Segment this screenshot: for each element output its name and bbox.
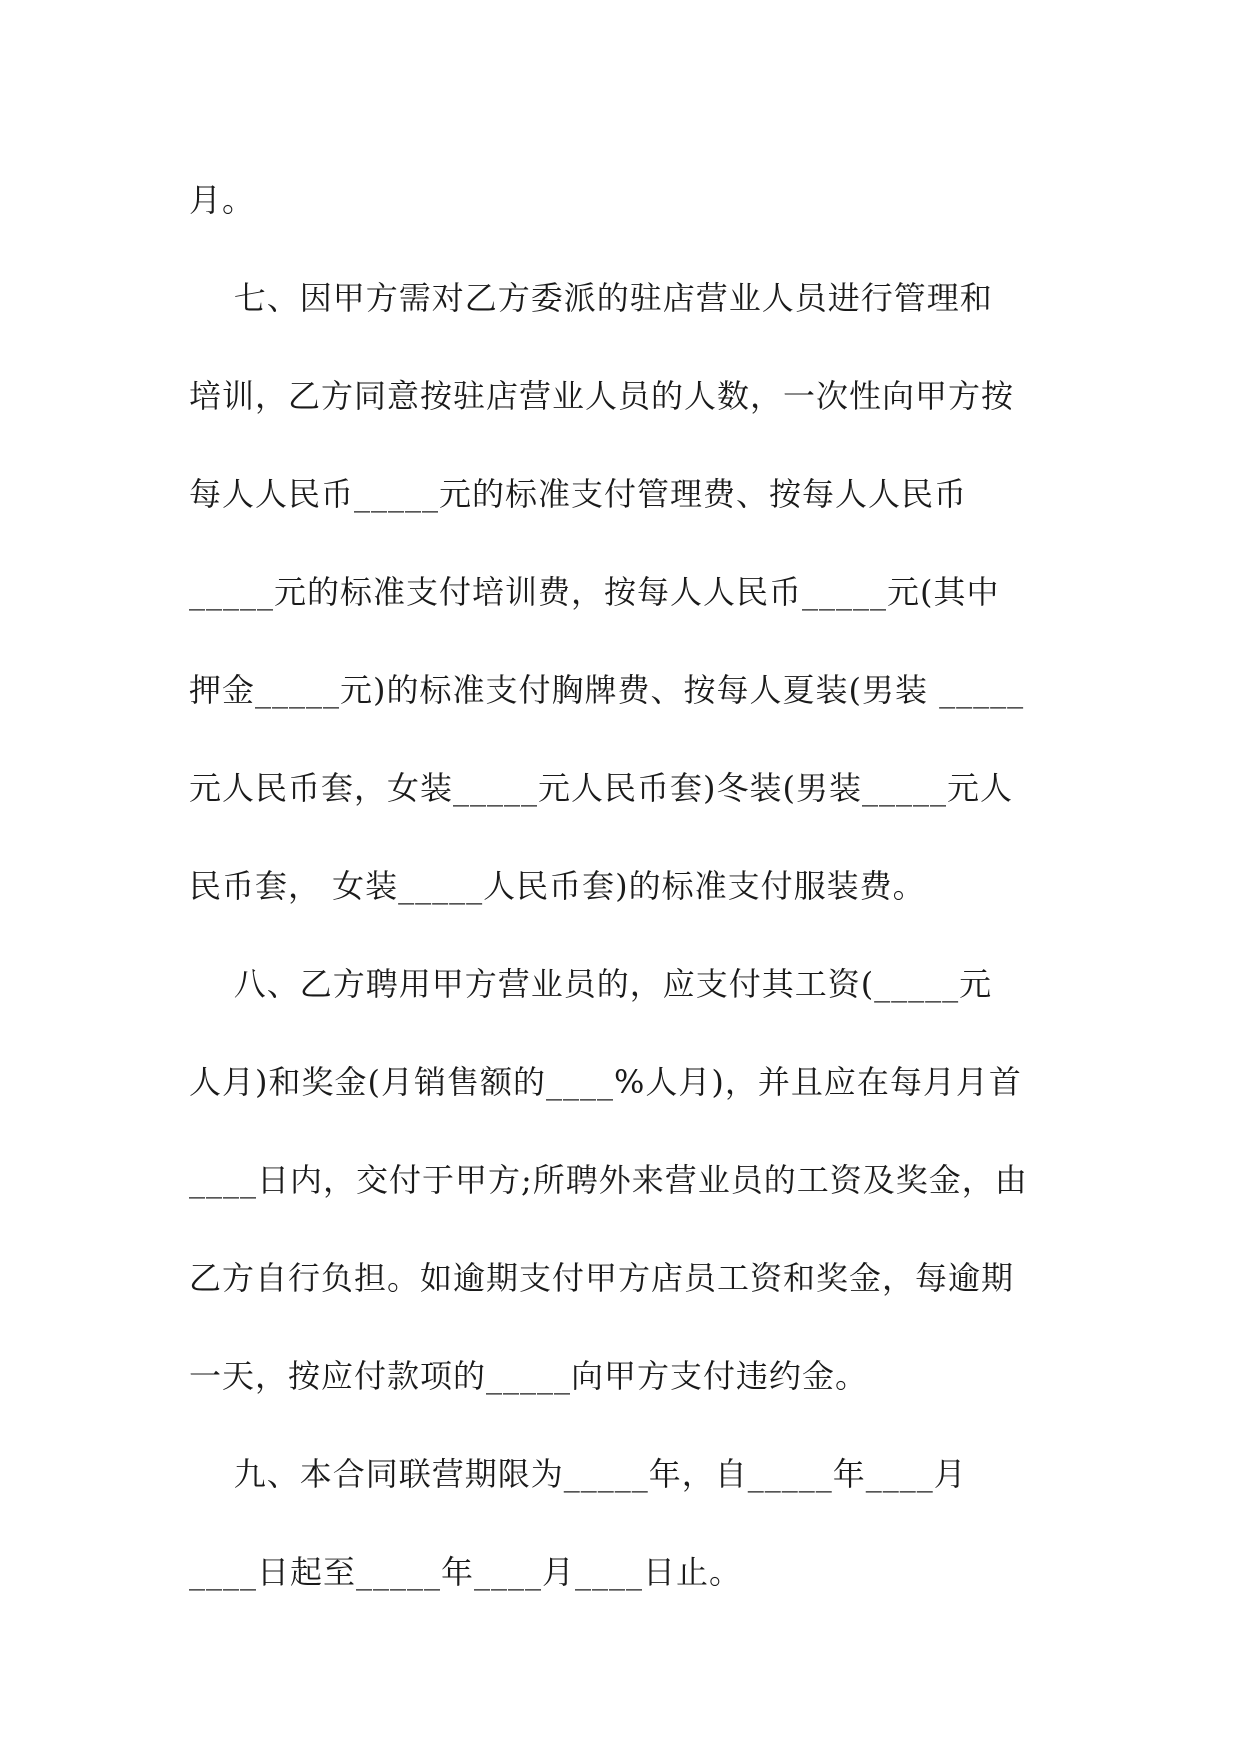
text-line: 一天，按应付款项的_____向甲方支付违约金。: [189, 1357, 869, 1395]
text-line: _____元的标准支付培训费，按每人人民币_____元(其中: [189, 573, 1000, 611]
text-line: ____日起至_____年____月____日止。: [189, 1553, 743, 1591]
text-line: 押金_____元)的标准支付胸牌费、按每人夏装(男装 _____: [189, 671, 1025, 709]
text-line: 每人人民币_____元的标准支付管理费、按每人人民币: [189, 475, 968, 513]
text-line: 培训，乙方同意按驻店营业人员的人数，一次性向甲方按: [189, 377, 1015, 415]
text-line: 九、本合同联营期限为_____年，自_____年____月: [189, 1455, 967, 1493]
text-line: 乙方自行负担。如逾期支付甲方店员工资和奖金，每逾期: [189, 1259, 1015, 1297]
text-line: 八、乙方聘用甲方营业员的，应支付其工资(_____元: [189, 965, 993, 1003]
text-line: 月。: [189, 181, 256, 219]
text-line: 民币套， 女装_____人民币套)的标准支付服装费。: [189, 867, 926, 905]
text-line: 元人民币套，女装_____元人民币套)冬装(男装_____元人: [189, 769, 1013, 807]
text-line: 人月)和奖金(月销售额的____%人月)，并且应在每月月首: [189, 1063, 1022, 1101]
text-line: 七、因甲方需对乙方委派的驻店营业人员进行管理和: [189, 279, 993, 317]
text-line: ____日内，交付于甲方;所聘外来营业员的工资及奖金，由: [189, 1161, 1028, 1199]
